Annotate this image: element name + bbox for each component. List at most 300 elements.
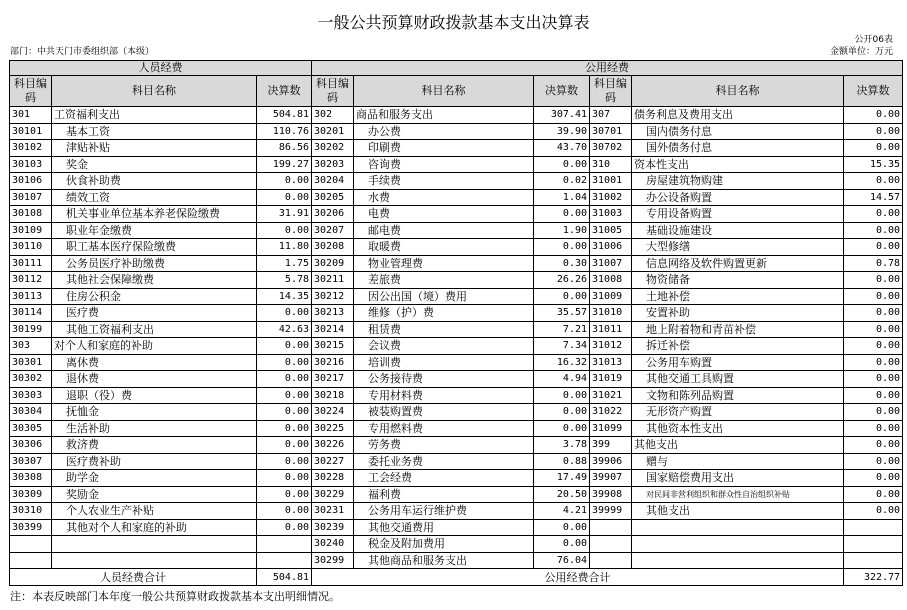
item-amount: 0.00 (257, 173, 312, 190)
item-amount: 0.00 (534, 420, 590, 437)
item-name: 房屋建筑物购建 (632, 173, 844, 190)
item-name: 福利费 (354, 486, 534, 503)
col-amount-header: 决算数 (534, 76, 590, 107)
item-code: 30225 (312, 420, 354, 437)
item-name: 离休费 (52, 354, 257, 371)
col-name-header: 科目名称 (354, 76, 534, 107)
item-code: 31003 (590, 206, 632, 223)
item-name: 土地补偿 (632, 288, 844, 305)
item-amount: 0.00 (257, 503, 312, 520)
table-row (10, 305, 903, 322)
item-name: 其他商品和服务支出 (354, 552, 534, 569)
item-amount: 0.00 (844, 321, 903, 338)
item-code: 39908 (590, 486, 632, 503)
item-code: 30240 (312, 536, 354, 553)
item-name: 绩效工资 (52, 189, 257, 206)
item-code: 31001 (590, 173, 632, 190)
table-row (10, 354, 903, 371)
item-name: 差旅费 (354, 272, 534, 289)
item-amount: 0.00 (844, 123, 903, 140)
item-code: 31007 (590, 255, 632, 272)
item-name: 其他支出 (632, 437, 844, 454)
item-name: 水费 (354, 189, 534, 206)
item-code: 30211 (312, 272, 354, 289)
item-code: 30205 (312, 189, 354, 206)
item-amount: 0.00 (257, 387, 312, 404)
table-row (10, 255, 903, 272)
item-name: 邮电费 (354, 222, 534, 239)
col-name-header: 科目名称 (632, 76, 844, 107)
item-name: 信息网络及软件购置更新 (632, 255, 844, 272)
item-code: 310 (590, 156, 632, 173)
item-name: 住房公积金 (52, 288, 257, 305)
item-amount: 39.90 (534, 123, 590, 140)
item-code: 31010 (590, 305, 632, 322)
item-code: 30208 (312, 239, 354, 256)
item-name: 公务用车运行维护费 (354, 503, 534, 520)
item-name: 拆迁补偿 (632, 338, 844, 355)
item-name: 其他交通费用 (354, 519, 534, 536)
table-row (10, 420, 903, 437)
item-amount: 0.00 (257, 437, 312, 454)
item-name: 租赁费 (354, 321, 534, 338)
item-name: 商品和服务支出 (354, 107, 534, 124)
item-code: 39999 (590, 503, 632, 520)
table-row (10, 189, 903, 206)
item-name: 职工基本医疗保险缴费 (52, 239, 257, 256)
item-code: 39907 (590, 470, 632, 487)
item-code: 30102 (10, 140, 52, 157)
item-code: 31021 (590, 387, 632, 404)
item-amount: 1.04 (534, 189, 590, 206)
item-amount: 307.41 (534, 107, 590, 124)
item-code: 31012 (590, 338, 632, 355)
item-code: 30209 (312, 255, 354, 272)
item-code: 30304 (10, 404, 52, 421)
item-code: 30109 (10, 222, 52, 239)
table-row (10, 173, 903, 190)
item-name: 资本性支出 (632, 156, 844, 173)
item-code: 30303 (10, 387, 52, 404)
item-amount: 0.00 (257, 338, 312, 355)
personnel-total-value: 504.81 (257, 569, 312, 586)
table-row (10, 272, 903, 289)
item-name: 基础设施建设 (632, 222, 844, 239)
table-row (10, 536, 903, 553)
item-code: 30305 (10, 420, 52, 437)
item-amount: 0.00 (257, 222, 312, 239)
item-amount: 17.49 (534, 470, 590, 487)
item-amount: 0.00 (844, 338, 903, 355)
item-name: 维修（护）费 (354, 305, 534, 322)
item-name: 国内债务付息 (632, 123, 844, 140)
col-code-header: 科目编码 (590, 76, 632, 107)
item-code: 31009 (590, 288, 632, 305)
item-amount: 31.91 (257, 206, 312, 223)
item-code: 30206 (312, 206, 354, 223)
item-name: 抚恤金 (52, 404, 257, 421)
item-amount: 14.35 (257, 288, 312, 305)
item-code: 30702 (590, 140, 632, 157)
item-amount: 0.00 (257, 371, 312, 388)
item-name: 取暖费 (354, 239, 534, 256)
item-code: 30231 (312, 503, 354, 520)
item-code: 30309 (10, 486, 52, 503)
item-name: 国外债务付息 (632, 140, 844, 157)
col-code-header: 科目编码 (10, 76, 52, 107)
item-code: 303 (10, 338, 52, 355)
item-amount: 0.00 (844, 453, 903, 470)
table-row (10, 288, 903, 305)
item-amount (257, 552, 312, 569)
item-name (52, 536, 257, 553)
item-code: 30302 (10, 371, 52, 388)
item-code: 30224 (312, 404, 354, 421)
page-title: 一般公共预算财政拨款基本支出决算表 (317, 13, 590, 32)
item-code: 30207 (312, 222, 354, 239)
form-number: 公开06表 (854, 35, 893, 45)
item-name: 生活补助 (52, 420, 257, 437)
item-name: 会议费 (354, 338, 534, 355)
table-row (10, 123, 903, 140)
item-name: 办公费 (354, 123, 534, 140)
item-code: 30307 (10, 453, 52, 470)
item-name: 其他工资福利支出 (52, 321, 257, 338)
item-amount: 0.00 (534, 519, 590, 536)
public-header: 公用经费 (312, 61, 903, 76)
item-amount: 0.00 (257, 305, 312, 322)
item-code (590, 536, 632, 553)
item-code: 30229 (312, 486, 354, 503)
item-name: 专用设备购置 (632, 206, 844, 223)
item-name: 大型修缮 (632, 239, 844, 256)
item-amount: 0.00 (844, 503, 903, 520)
item-amount: 110.76 (257, 123, 312, 140)
item-code (590, 552, 632, 569)
item-amount: 11.80 (257, 239, 312, 256)
item-name: 机关事业单位基本养老保险缴费 (52, 206, 257, 223)
item-name: 工会经费 (354, 470, 534, 487)
item-code: 30199 (10, 321, 52, 338)
item-code: 30308 (10, 470, 52, 487)
table-row (10, 404, 903, 421)
item-code: 30213 (312, 305, 354, 322)
item-code: 31022 (590, 404, 632, 421)
item-name: 国家赔偿费用支出 (632, 470, 844, 487)
item-name: 地上附着物和青苗补偿 (632, 321, 844, 338)
item-code: 30112 (10, 272, 52, 289)
footnote: 注：本表反映部门本年度一般公共预算财政拨款基本支出明细情况。 (10, 590, 340, 603)
item-name: 安置补助 (632, 305, 844, 322)
item-amount: 0.00 (257, 354, 312, 371)
item-amount: 0.00 (844, 272, 903, 289)
item-amount: 15.35 (844, 156, 903, 173)
item-name: 工资福利支出 (52, 107, 257, 124)
item-name: 医疗费 (52, 305, 257, 322)
item-amount (257, 536, 312, 553)
item-name: 印刷费 (354, 140, 534, 157)
item-code: 302 (312, 107, 354, 124)
public-total-label: 公用经费合计 (312, 569, 844, 586)
item-code: 307 (590, 107, 632, 124)
item-code: 30214 (312, 321, 354, 338)
item-code: 30114 (10, 305, 52, 322)
item-amount: 35.57 (534, 305, 590, 322)
item-amount: 0.00 (844, 140, 903, 157)
item-code: 30215 (312, 338, 354, 355)
item-amount: 0.00 (844, 470, 903, 487)
personnel-total-label: 人员经费合计 (10, 569, 257, 586)
item-amount: 43.70 (534, 140, 590, 157)
item-code: 30239 (312, 519, 354, 536)
item-code: 31013 (590, 354, 632, 371)
item-name: 专用燃料费 (354, 420, 534, 437)
col-name-header: 科目名称 (52, 76, 257, 107)
item-code: 30103 (10, 156, 52, 173)
expenditure-table (9, 60, 903, 586)
item-amount: 7.21 (534, 321, 590, 338)
item-amount: 86.56 (257, 140, 312, 157)
item-amount: 0.00 (844, 288, 903, 305)
item-code: 30226 (312, 437, 354, 454)
col-amount-header: 决算数 (844, 76, 903, 107)
item-code: 31002 (590, 189, 632, 206)
item-code: 30228 (312, 470, 354, 487)
item-name: 赠与 (632, 453, 844, 470)
item-name: 公务用车购置 (632, 354, 844, 371)
item-amount: 0.00 (534, 239, 590, 256)
item-amount: 0.00 (844, 239, 903, 256)
item-code: 30217 (312, 371, 354, 388)
item-name: 退职（役）费 (52, 387, 257, 404)
item-name: 手续费 (354, 173, 534, 190)
table-row (10, 552, 903, 569)
col-code-header: 科目编码 (312, 76, 354, 107)
item-amount: 0.00 (257, 404, 312, 421)
item-amount: 1.75 (257, 255, 312, 272)
item-code (10, 552, 52, 569)
item-code: 30218 (312, 387, 354, 404)
item-amount: 0.00 (534, 206, 590, 223)
item-code: 30212 (312, 288, 354, 305)
table-row (10, 140, 903, 157)
item-code: 399 (590, 437, 632, 454)
item-amount: 0.78 (844, 255, 903, 272)
item-amount: 0.02 (534, 173, 590, 190)
item-amount: 0.00 (534, 288, 590, 305)
table-row (10, 503, 903, 520)
table-row (10, 222, 903, 239)
item-amount: 0.00 (844, 173, 903, 190)
item-amount: 76.04 (534, 552, 590, 569)
item-name: 对民间非营利组织和群众性自治组织补贴 (632, 486, 844, 503)
item-amount: 0.00 (257, 519, 312, 536)
item-name: 培训费 (354, 354, 534, 371)
item-name: 其他资本性支出 (632, 420, 844, 437)
item-code (590, 519, 632, 536)
item-amount: 4.21 (534, 503, 590, 520)
item-name: 因公出国（境）费用 (354, 288, 534, 305)
item-code: 30399 (10, 519, 52, 536)
item-name: 奖励金 (52, 486, 257, 503)
table-row (10, 387, 903, 404)
item-name: 奖金 (52, 156, 257, 173)
item-name: 劳务费 (354, 437, 534, 454)
item-name: 津贴补贴 (52, 140, 257, 157)
item-code: 30111 (10, 255, 52, 272)
item-name (632, 536, 844, 553)
item-amount (844, 536, 903, 553)
item-code: 31006 (590, 239, 632, 256)
item-code: 30107 (10, 189, 52, 206)
item-amount: 3.78 (534, 437, 590, 454)
item-amount: 0.00 (534, 156, 590, 173)
item-code: 30310 (10, 503, 52, 520)
item-amount: 0.30 (534, 255, 590, 272)
item-name: 伙食补助费 (52, 173, 257, 190)
item-code: 30299 (312, 552, 354, 569)
item-amount: 0.88 (534, 453, 590, 470)
item-code: 30110 (10, 239, 52, 256)
item-code: 30701 (590, 123, 632, 140)
item-amount: 504.81 (257, 107, 312, 124)
item-name: 委托业务费 (354, 453, 534, 470)
public-total-value: 322.77 (844, 569, 903, 586)
item-amount: 0.00 (534, 404, 590, 421)
item-amount: 0.00 (844, 486, 903, 503)
item-code: 31099 (590, 420, 632, 437)
item-name: 无形资产购置 (632, 404, 844, 421)
item-amount: 26.26 (534, 272, 590, 289)
unit-label: 金额单位：万元 (829, 47, 893, 57)
table-row (10, 239, 903, 256)
item-name: 救济费 (52, 437, 257, 454)
item-code: 30204 (312, 173, 354, 190)
item-code (10, 536, 52, 553)
item-amount: 42.63 (257, 321, 312, 338)
item-code: 30227 (312, 453, 354, 470)
item-code: 30108 (10, 206, 52, 223)
item-name: 基本工资 (52, 123, 257, 140)
table-row (10, 470, 903, 487)
item-amount: 0.00 (534, 536, 590, 553)
table-row (10, 338, 903, 355)
item-name: 对个人和家庭的补助 (52, 338, 257, 355)
personnel-header: 人员经费 (10, 61, 312, 76)
item-code: 30216 (312, 354, 354, 371)
item-amount: 0.00 (844, 371, 903, 388)
item-code: 30113 (10, 288, 52, 305)
item-name: 其他对个人和家庭的补助 (52, 519, 257, 536)
table-row (10, 453, 903, 470)
item-amount: 0.00 (534, 387, 590, 404)
item-code: 31005 (590, 222, 632, 239)
item-amount: 5.78 (257, 272, 312, 289)
item-code: 30306 (10, 437, 52, 454)
department-label: 部门：中共天门市委组织部（本级） (10, 47, 155, 57)
item-name: 被装购置费 (354, 404, 534, 421)
item-name: 电费 (354, 206, 534, 223)
item-name: 债务利息及费用支出 (632, 107, 844, 124)
item-name: 退休费 (52, 371, 257, 388)
item-code: 30301 (10, 354, 52, 371)
item-amount (844, 519, 903, 536)
item-code: 301 (10, 107, 52, 124)
item-amount: 0.00 (844, 437, 903, 454)
table-row (10, 321, 903, 338)
item-amount: 0.00 (844, 387, 903, 404)
item-code: 30106 (10, 173, 52, 190)
item-name (52, 552, 257, 569)
table-row (10, 371, 903, 388)
item-amount: 0.00 (844, 206, 903, 223)
table-row (10, 206, 903, 223)
item-name: 个人农业生产补贴 (52, 503, 257, 520)
item-amount: 0.00 (257, 486, 312, 503)
table-row (10, 107, 903, 124)
item-name: 咨询费 (354, 156, 534, 173)
item-code: 30201 (312, 123, 354, 140)
item-amount: 0.00 (844, 305, 903, 322)
item-name: 办公设备购置 (632, 189, 844, 206)
item-name: 其他交通工具购置 (632, 371, 844, 388)
item-amount: 7.34 (534, 338, 590, 355)
item-amount: 0.00 (844, 107, 903, 124)
item-code: 31008 (590, 272, 632, 289)
col-amount-header: 决算数 (257, 76, 312, 107)
item-name: 职业年金缴费 (52, 222, 257, 239)
item-code: 30202 (312, 140, 354, 157)
item-amount: 1.90 (534, 222, 590, 239)
item-amount: 20.50 (534, 486, 590, 503)
item-amount (844, 552, 903, 569)
item-name: 专用材料费 (354, 387, 534, 404)
table-row (10, 437, 903, 454)
table-row (10, 156, 903, 173)
item-amount: 4.94 (534, 371, 590, 388)
item-amount: 0.00 (257, 189, 312, 206)
item-amount: 0.00 (844, 222, 903, 239)
item-name: 医疗费补助 (52, 453, 257, 470)
item-amount: 0.00 (257, 420, 312, 437)
item-name: 其他社会保障缴费 (52, 272, 257, 289)
item-name: 公务接待费 (354, 371, 534, 388)
item-name: 公务员医疗补助缴费 (52, 255, 257, 272)
item-name: 物业管理费 (354, 255, 534, 272)
item-amount: 0.00 (844, 420, 903, 437)
item-code: 31011 (590, 321, 632, 338)
item-amount: 0.00 (844, 354, 903, 371)
item-amount: 0.00 (257, 470, 312, 487)
item-name (632, 552, 844, 569)
item-name: 物资储备 (632, 272, 844, 289)
item-amount: 0.00 (844, 404, 903, 421)
item-name (632, 519, 844, 536)
item-amount: 199.27 (257, 156, 312, 173)
item-name: 其他支出 (632, 503, 844, 520)
item-amount: 0.00 (257, 453, 312, 470)
item-code: 30203 (312, 156, 354, 173)
item-amount: 16.32 (534, 354, 590, 371)
item-name: 文物和陈列品购置 (632, 387, 844, 404)
table-row (10, 486, 903, 503)
item-name: 助学金 (52, 470, 257, 487)
item-amount: 14.57 (844, 189, 903, 206)
item-code: 31019 (590, 371, 632, 388)
item-name: 税金及附加费用 (354, 536, 534, 553)
item-code: 39906 (590, 453, 632, 470)
table-row (10, 519, 903, 536)
